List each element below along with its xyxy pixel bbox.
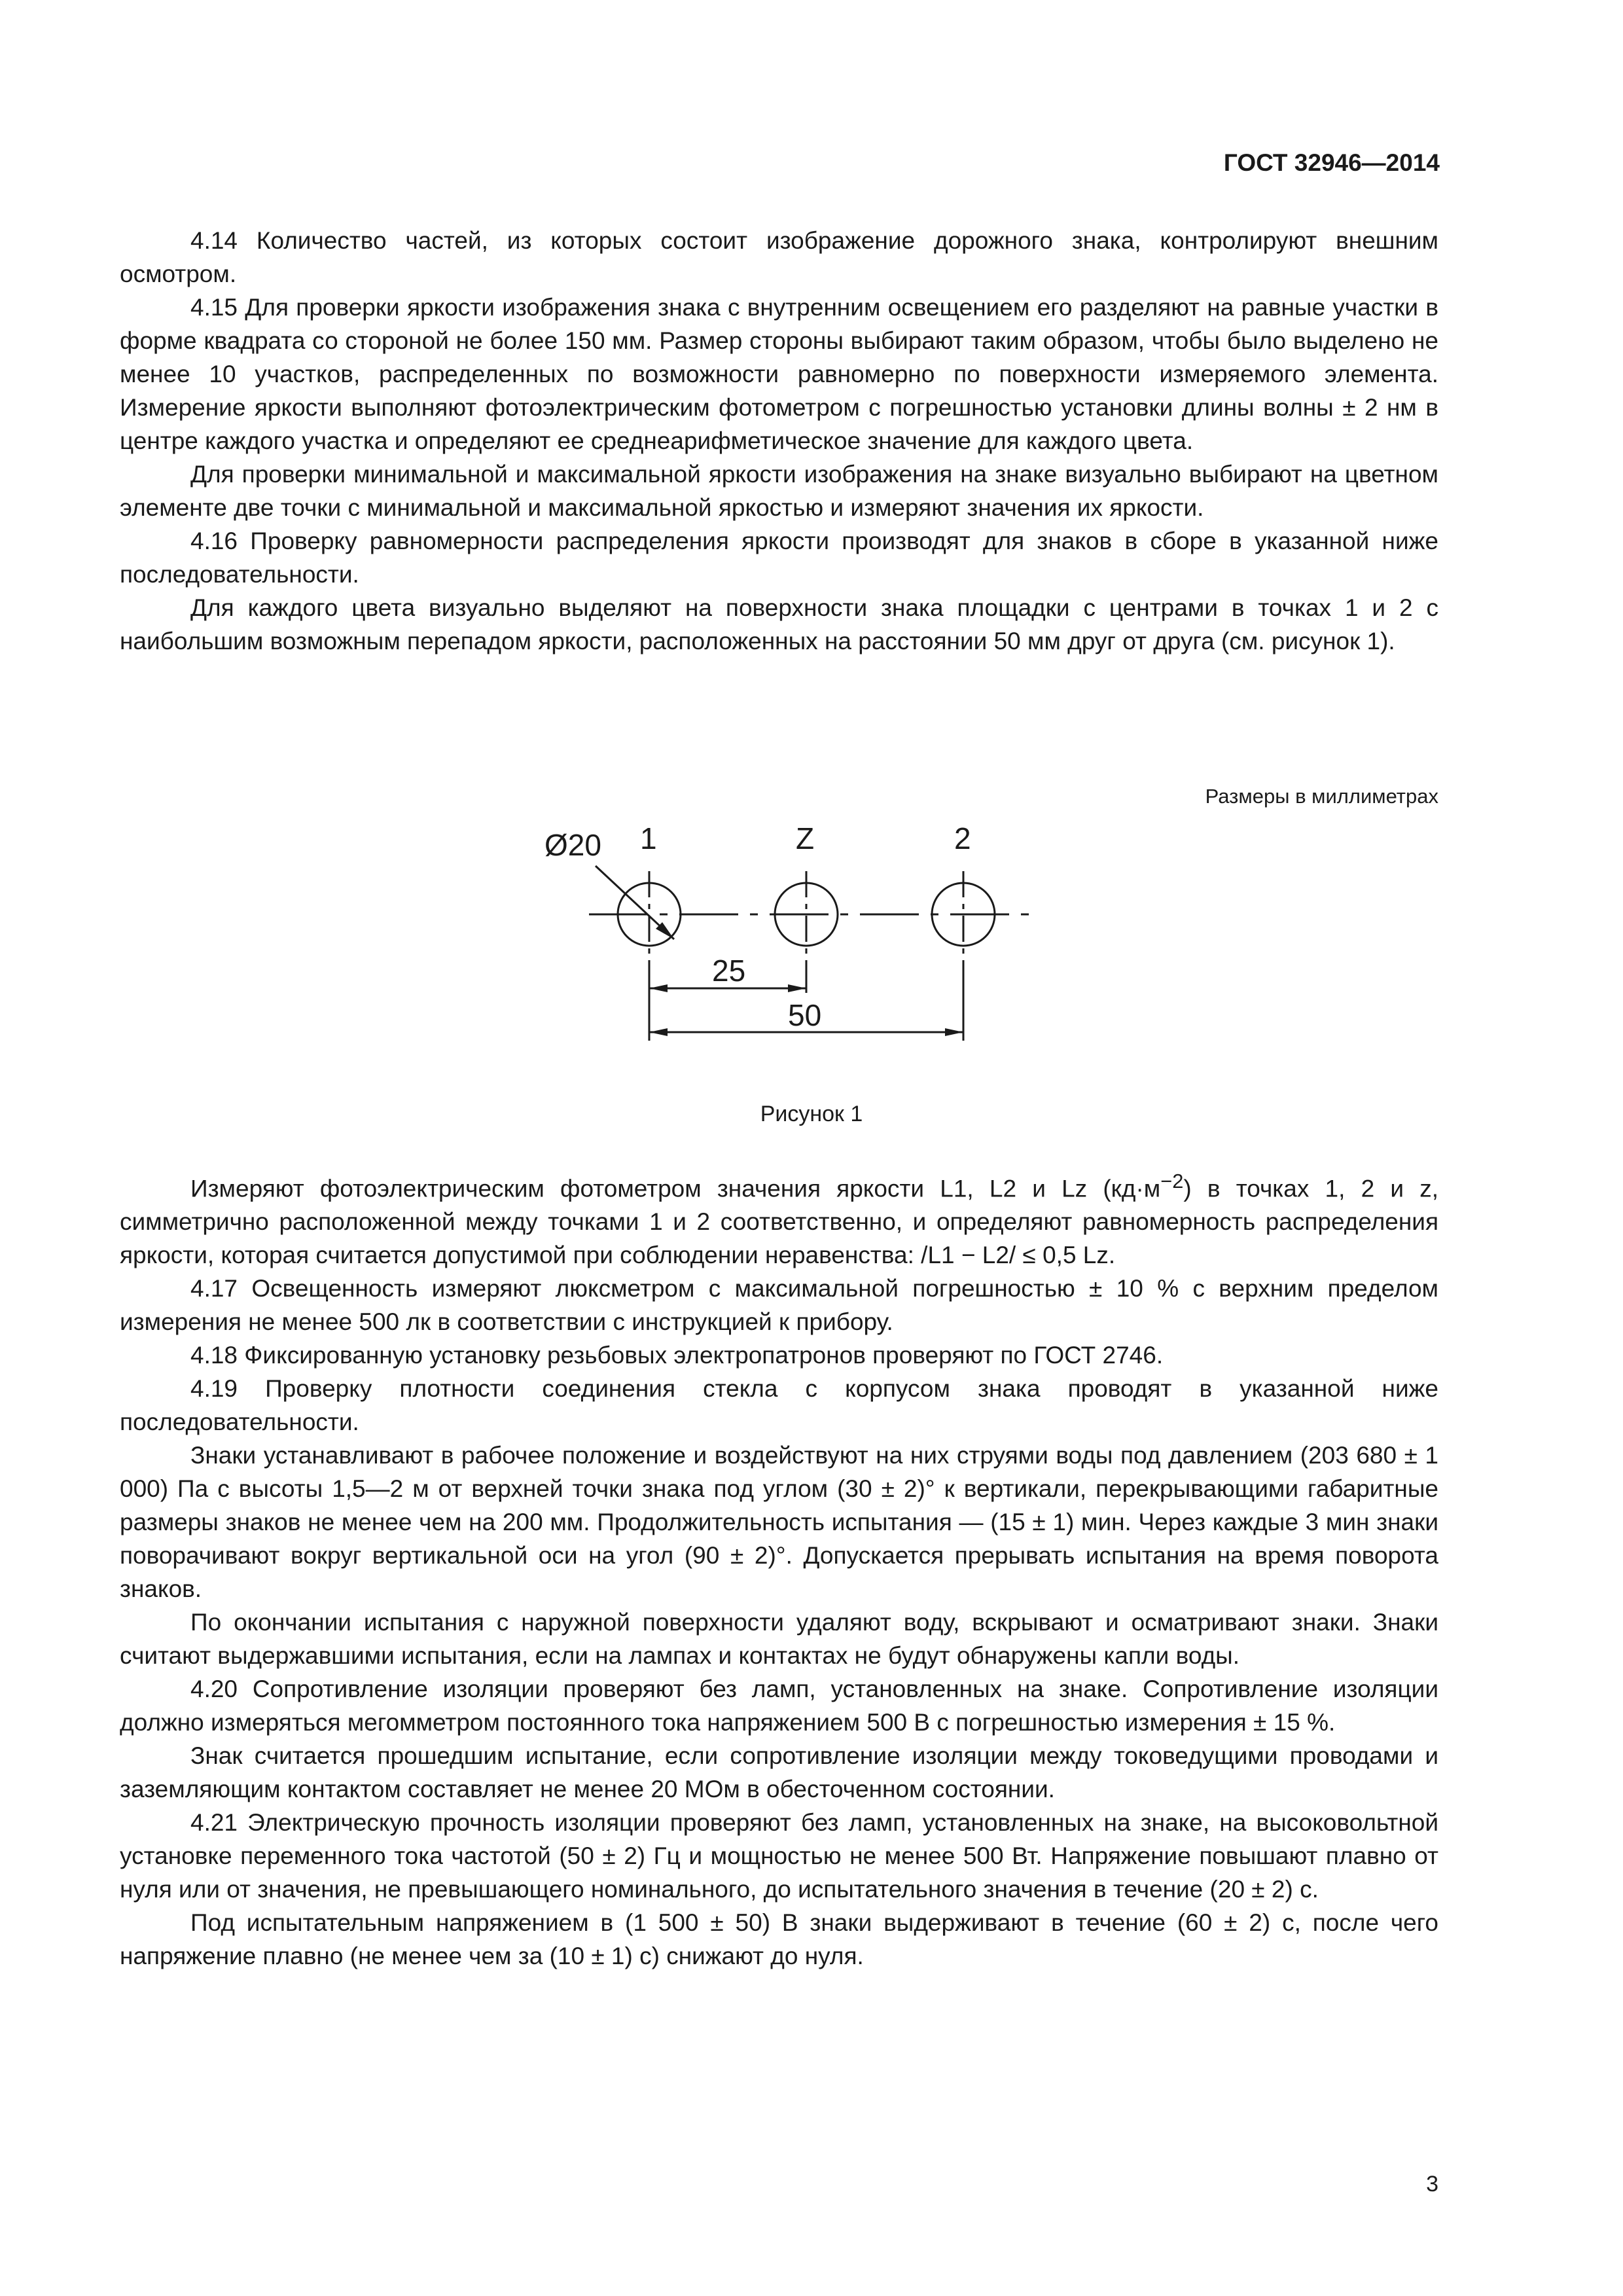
paragraph-4-19: 4.19 Проверку плотности соединения стекла с корпусом знака проводят в указанной ниже последовательности.	[120, 1375, 1438, 1436]
figure-caption: Рисунок 1	[760, 1102, 863, 1126]
paragraph-4-21: 4.21 Электрическую прочность изоляции проверяют без ламп, установленных на знаке, на высоковольтной установке переменного тока частотой (50 ± 2) Гц и мощностью не менее 500 Вт. Напряжение повышают плавно от нуля или от значения, не превышающего номинального, до испытательного значения в течение (20 ± 2) с.	[120, 1809, 1438, 1903]
paragraph-4-17: 4.17 Освещенность измеряют люксметром с максимальной погрешностью ± 10 % с верхним пределом измерения не менее 500 лк в соответствии с инструкцией к прибору.	[120, 1275, 1438, 1336]
paragraph-4-14: 4.14 Количество частей, из которых состоит изображение дорожного знака, контролируют внешним осмотром.	[120, 227, 1438, 287]
dimension-25-label: 25	[712, 954, 746, 988]
text-block-top	[120, 224, 1438, 658]
paragraph-4-20: 4.20 Сопротивление изоляции проверяют без ламп, установленных на знаке. Сопротивление изоляции должно измеряться мегомметром постоянного тока напряжением 500 В с погрешностью измерения ± 15 %.	[120, 1676, 1438, 1736]
superscript-exponent: −2	[1160, 1170, 1184, 1193]
units-note: Размеры в миллиметрах	[1205, 785, 1438, 808]
point-1-label: 1	[640, 821, 657, 855]
paragraph-insulation-pass: Знак считается прошедшим испытание, если сопротивление изоляции между токоведущими проводами и заземляющим контактом составляет не менее 20 МОм в обесточенном состоянии.	[120, 1742, 1438, 1803]
dimension-50-label: 50	[788, 998, 822, 1032]
paragraph-measure-brightness: Измеряют фотоэлектрическим фотометром значения яркости L1, L2 и Lz $(кд\cdot м^{-2})$ в точках 1, 2 и z, симметрично расположенной между точками 1 и 2 соответственно, и определяют равномерность распределения яркости, которая считается допустимой при соблюдении неравенства: /L1 − L2/ ≤ 0,5 Lz.	[120, 1170, 1438, 1269]
figure-1-diagram	[510, 815, 1099, 1090]
paragraph-min-max-brightness: Для проверки минимальной и максимальной яркости изображения на знаке визуально выбирают на цветном элементе две точки с минимальной и максимальной яркостью и измеряют значения их яркости.	[120, 461, 1438, 521]
paragraph-test-voltage: Под испытательным напряжением в (1 500 ± 50) В знаки выдерживают в течение (60 ± 2) с, после чего напряжение плавно (не менее чем за (10 ± 1) с) снижают до нуля.	[120, 1909, 1438, 1970]
point-2-label: 2	[954, 821, 971, 855]
text-block-bottom	[120, 1164, 1438, 1973]
document-designation: ГОСТ 32946—2014	[1223, 149, 1440, 176]
diameter-label: Ø20	[544, 828, 601, 862]
paragraph-points-1-2: Для каждого цвета визуально выделяют на поверхности знака площадки с центрами в точках 1 и 2 с наибольшим возможным перепадом яркости, расположенных на расстоянии 50 мм друг от друга (см. рисунок 1).	[120, 594, 1438, 655]
point-z-label: Z	[796, 821, 815, 855]
paragraph-test-end: По окончании испытания с наружной поверхности удаляют воду, вскрывают и осматривают знаки. Знаки считают выдержавшими испытания, если на лампах и контактах не будут обнаружены капли воды.	[120, 1609, 1438, 1670]
paragraph-4-18: 4.18 Фиксированную установку резьбовых электропатронов проверяют по ГОСТ 2746.	[190, 1342, 1164, 1369]
page-number: 3	[1426, 2172, 1438, 2197]
paragraph-4-15: 4.15 Для проверки яркости изображения знака с внутренним освещением его разделяют на равные участки в форме квадрата со стороной не более 150 мм. Размер стороны выбирают таким образом, чтобы было выделено не менее 10 участков, распределенных по возможности равномерно по поверхности измеряемого элемента. Измерение яркости выполняют фотоэлектрическим фотометром с погрешностью установки длины волны ± 2 нм в центре каждого участка и определяют ее среднеарифметическое значение для каждого цвета.	[120, 294, 1438, 454]
paragraph-4-16: 4.16 Проверку равномерности распределения яркости производят для знаков в сборе в указанной ниже последовательности.	[120, 528, 1438, 588]
paragraph-water-test: Знаки устанавливают в рабочее положение и воздействуют на них струями воды под давлением (203 680 ± 1 000) Па с высоты 1,5—2 м от верхней точки знака под углом (30 ± 2)° к вертикали, перекрывающими габаритные размеры знаков не менее чем на 200 мм. Продолжительность испытания — (15 ± 1) мин. Через каждые 3 мин знаки поворачивают вокруг вертикальной оси на угол (90 ± 2)°. Допускается прерывать испытания на время поворота знаков.	[120, 1442, 1438, 1603]
